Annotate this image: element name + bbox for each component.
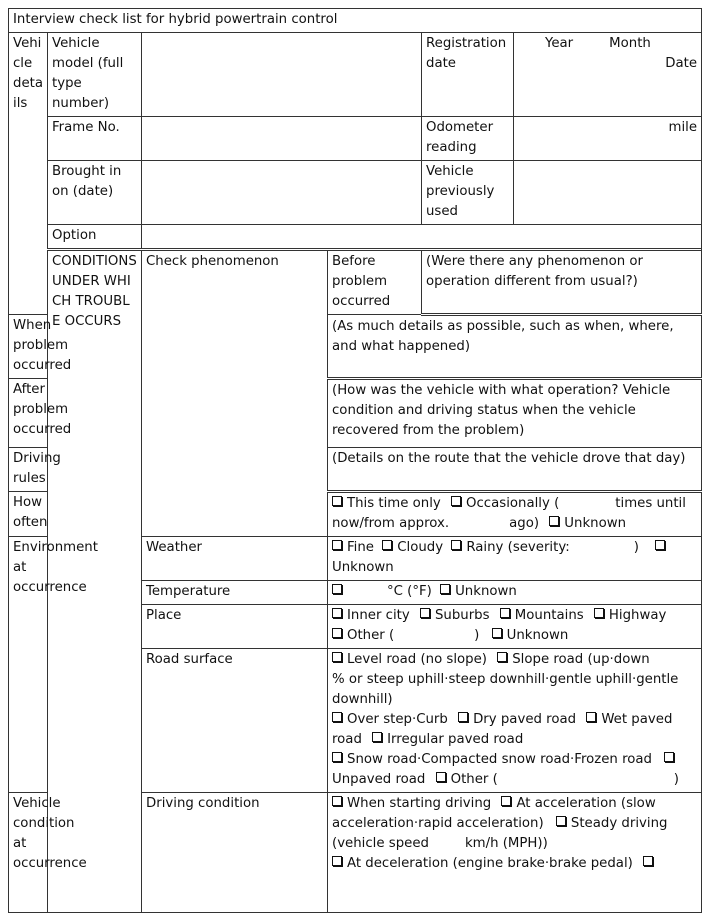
dry-paved-label: Dry paved road	[473, 712, 577, 727]
wet-paved-checkbox[interactable]	[586, 712, 596, 722]
road-other-checkbox[interactable]	[436, 772, 446, 782]
driving-rules-label: Driving rules	[9, 448, 48, 492]
odometer-label: Odometer reading	[422, 117, 514, 161]
rainy-checkbox[interactable]	[451, 540, 461, 550]
temperature-checkbox[interactable]	[332, 584, 342, 594]
steady-driving-label: Steady driving	[570, 816, 668, 831]
fine-checkbox[interactable]	[332, 540, 342, 550]
how-often-label: How often	[9, 492, 48, 537]
road-other-close: )	[673, 772, 679, 787]
mile-label: mile	[668, 120, 698, 135]
rainy-close: )	[633, 540, 639, 555]
often-unknown-label: Unknown	[564, 516, 627, 531]
temperature-unknown-label: Unknown	[455, 584, 517, 599]
suburbs-checkbox[interactable]	[420, 608, 430, 618]
option-field[interactable]	[142, 225, 702, 250]
dry-paved-checkbox[interactable]	[458, 712, 468, 722]
starting-driving-label: When starting driving	[347, 796, 492, 811]
checklist-form	[8, 8, 702, 913]
after-problem-text: (How was the vehicle with what operation? Vehicle condition and driving status when the vehicle recovered from the problem)	[328, 379, 702, 448]
conditions-section-label: CONDITIONS UNDER WHICH TROUBLE OCCURS	[48, 250, 142, 913]
brought-in-field[interactable]	[142, 161, 422, 225]
before-problem-label: Before problem occurred	[328, 250, 422, 315]
weather-unknown-checkbox[interactable]	[655, 540, 665, 550]
temperature-options	[328, 581, 702, 605]
speed-unit-label: km/h (MPH))	[464, 836, 548, 851]
irregular-paved-checkbox[interactable]	[372, 732, 382, 742]
previously-used-label: Vehicle previously used	[422, 161, 514, 225]
over-step-checkbox[interactable]	[332, 712, 342, 722]
vehicle-model-label: Vehicle model (full type number)	[48, 33, 142, 117]
wet-paved-label: Wet paved road	[332, 712, 673, 747]
starting-driving-checkbox[interactable]	[332, 796, 342, 806]
highway-label: Highway	[608, 608, 667, 623]
before-problem-text: (Were there any phenomenon or operation different from usual?)	[422, 250, 702, 315]
weather-label: Weather	[142, 537, 328, 581]
month-label: Month	[609, 36, 651, 51]
snow-road-label: Snow road·Compacted snow road·Frozen road	[347, 752, 652, 767]
road-other-label: Other (	[450, 772, 498, 787]
irregular-paved-label: Irregular paved road	[387, 732, 524, 747]
highway-checkbox[interactable]	[594, 608, 604, 618]
deceleration-label: At deceleration (engine brake·brake pedal)	[347, 856, 633, 871]
deceleration-checkbox[interactable]	[332, 856, 342, 866]
previously-used-field[interactable]	[514, 161, 702, 225]
driving-rules-text: (Details on the route that the vehicle drove that day)	[328, 448, 702, 492]
driving-condition-label: Driving condition	[142, 793, 328, 913]
next-option-checkbox[interactable]	[643, 856, 653, 866]
cloudy-label: Cloudy	[397, 540, 444, 555]
place-unknown-checkbox[interactable]	[492, 628, 502, 638]
inner-city-checkbox[interactable]	[332, 608, 342, 618]
inner-city-label: Inner city	[347, 608, 410, 623]
rainy-label: Rainy (severity:	[466, 540, 570, 555]
cloudy-checkbox[interactable]	[382, 540, 392, 550]
driving-condition-options	[328, 793, 702, 913]
frame-no-label: Frame No.	[48, 117, 142, 161]
option-label: Option	[48, 225, 142, 250]
mountains-checkbox[interactable]	[500, 608, 510, 618]
when-problem-label: When problem occurred	[9, 315, 48, 379]
place-other-checkbox[interactable]	[332, 628, 342, 638]
temperature-unknown-checkbox[interactable]	[440, 584, 450, 594]
this-time-only-checkbox[interactable]	[332, 496, 342, 506]
suburbs-label: Suburbs	[434, 608, 490, 623]
steady-driving-checkbox[interactable]	[556, 816, 566, 826]
year-label: Year	[545, 36, 574, 51]
registration-date-label: Registration date	[422, 33, 514, 117]
unpaved-road-label: Unpaved road	[332, 772, 426, 787]
form-title: Interview check list for hybrid powertrain control	[9, 9, 702, 33]
environment-label: Environment at occurrence	[9, 537, 48, 793]
road-surface-label: Road surface	[142, 649, 328, 793]
frame-no-field[interactable]	[142, 117, 422, 161]
level-road-checkbox[interactable]	[332, 652, 342, 662]
level-road-label: Level road (no slope)	[347, 652, 487, 667]
times-until-label: times until now/from approx.	[332, 496, 686, 531]
ago-label: ago)	[509, 516, 540, 531]
acceleration-checkbox[interactable]	[501, 796, 511, 806]
registration-date-field[interactable]	[514, 33, 702, 117]
check-phenomenon-label: Check phenomenon	[142, 250, 328, 537]
this-time-only-label: This time only	[347, 496, 441, 511]
how-often-options	[328, 492, 702, 537]
after-problem-label: After problem occurred	[9, 379, 48, 448]
place-other-close: )	[474, 628, 480, 643]
temperature-label: Temperature	[142, 581, 328, 605]
occasionally-label: Occasionally (	[466, 496, 560, 511]
occasionally-checkbox[interactable]	[451, 496, 461, 506]
acceleration-label: At acceleration (slow acceleration·rapid acceleration)	[332, 796, 656, 831]
over-step-label: Over step·Curb	[347, 712, 448, 727]
vehicle-model-field[interactable]	[142, 33, 422, 117]
slope-road-label: Slope road (up·down	[512, 652, 650, 667]
place-unknown-label: Unknown	[506, 628, 569, 643]
checklist-table	[8, 8, 702, 913]
temperature-unit: °C (°F)	[387, 584, 432, 599]
vehicle-condition-label: Vehicle condition at occurrence	[9, 793, 48, 913]
brought-in-label: Brought in on (date)	[48, 161, 142, 225]
mountains-label: Mountains	[514, 608, 584, 623]
snow-road-checkbox[interactable]	[332, 752, 342, 762]
place-label: Place	[142, 605, 328, 649]
slope-detail: % or steep uphill·steep downhill·gentle uphill·gentle downhill)	[332, 672, 679, 707]
vehicle-speed-label: (vehicle speed	[332, 836, 429, 851]
vehicle-details-section-label: Vehicle details	[9, 33, 48, 315]
fine-label: Fine	[347, 540, 374, 555]
when-problem-text: (As much details as possible, such as when, where, and what happened)	[328, 315, 702, 379]
date-label: Date	[665, 56, 698, 71]
weather-unknown-label: Unknown	[332, 560, 394, 575]
road-surface-options	[328, 649, 702, 793]
place-options	[328, 605, 702, 649]
slope-road-checkbox[interactable]	[497, 652, 507, 662]
unpaved-road-checkbox[interactable]	[664, 752, 674, 762]
place-other-label: Other (	[347, 628, 395, 643]
often-unknown-checkbox[interactable]	[549, 516, 559, 526]
odometer-field[interactable]	[514, 117, 702, 161]
weather-options	[328, 537, 702, 581]
